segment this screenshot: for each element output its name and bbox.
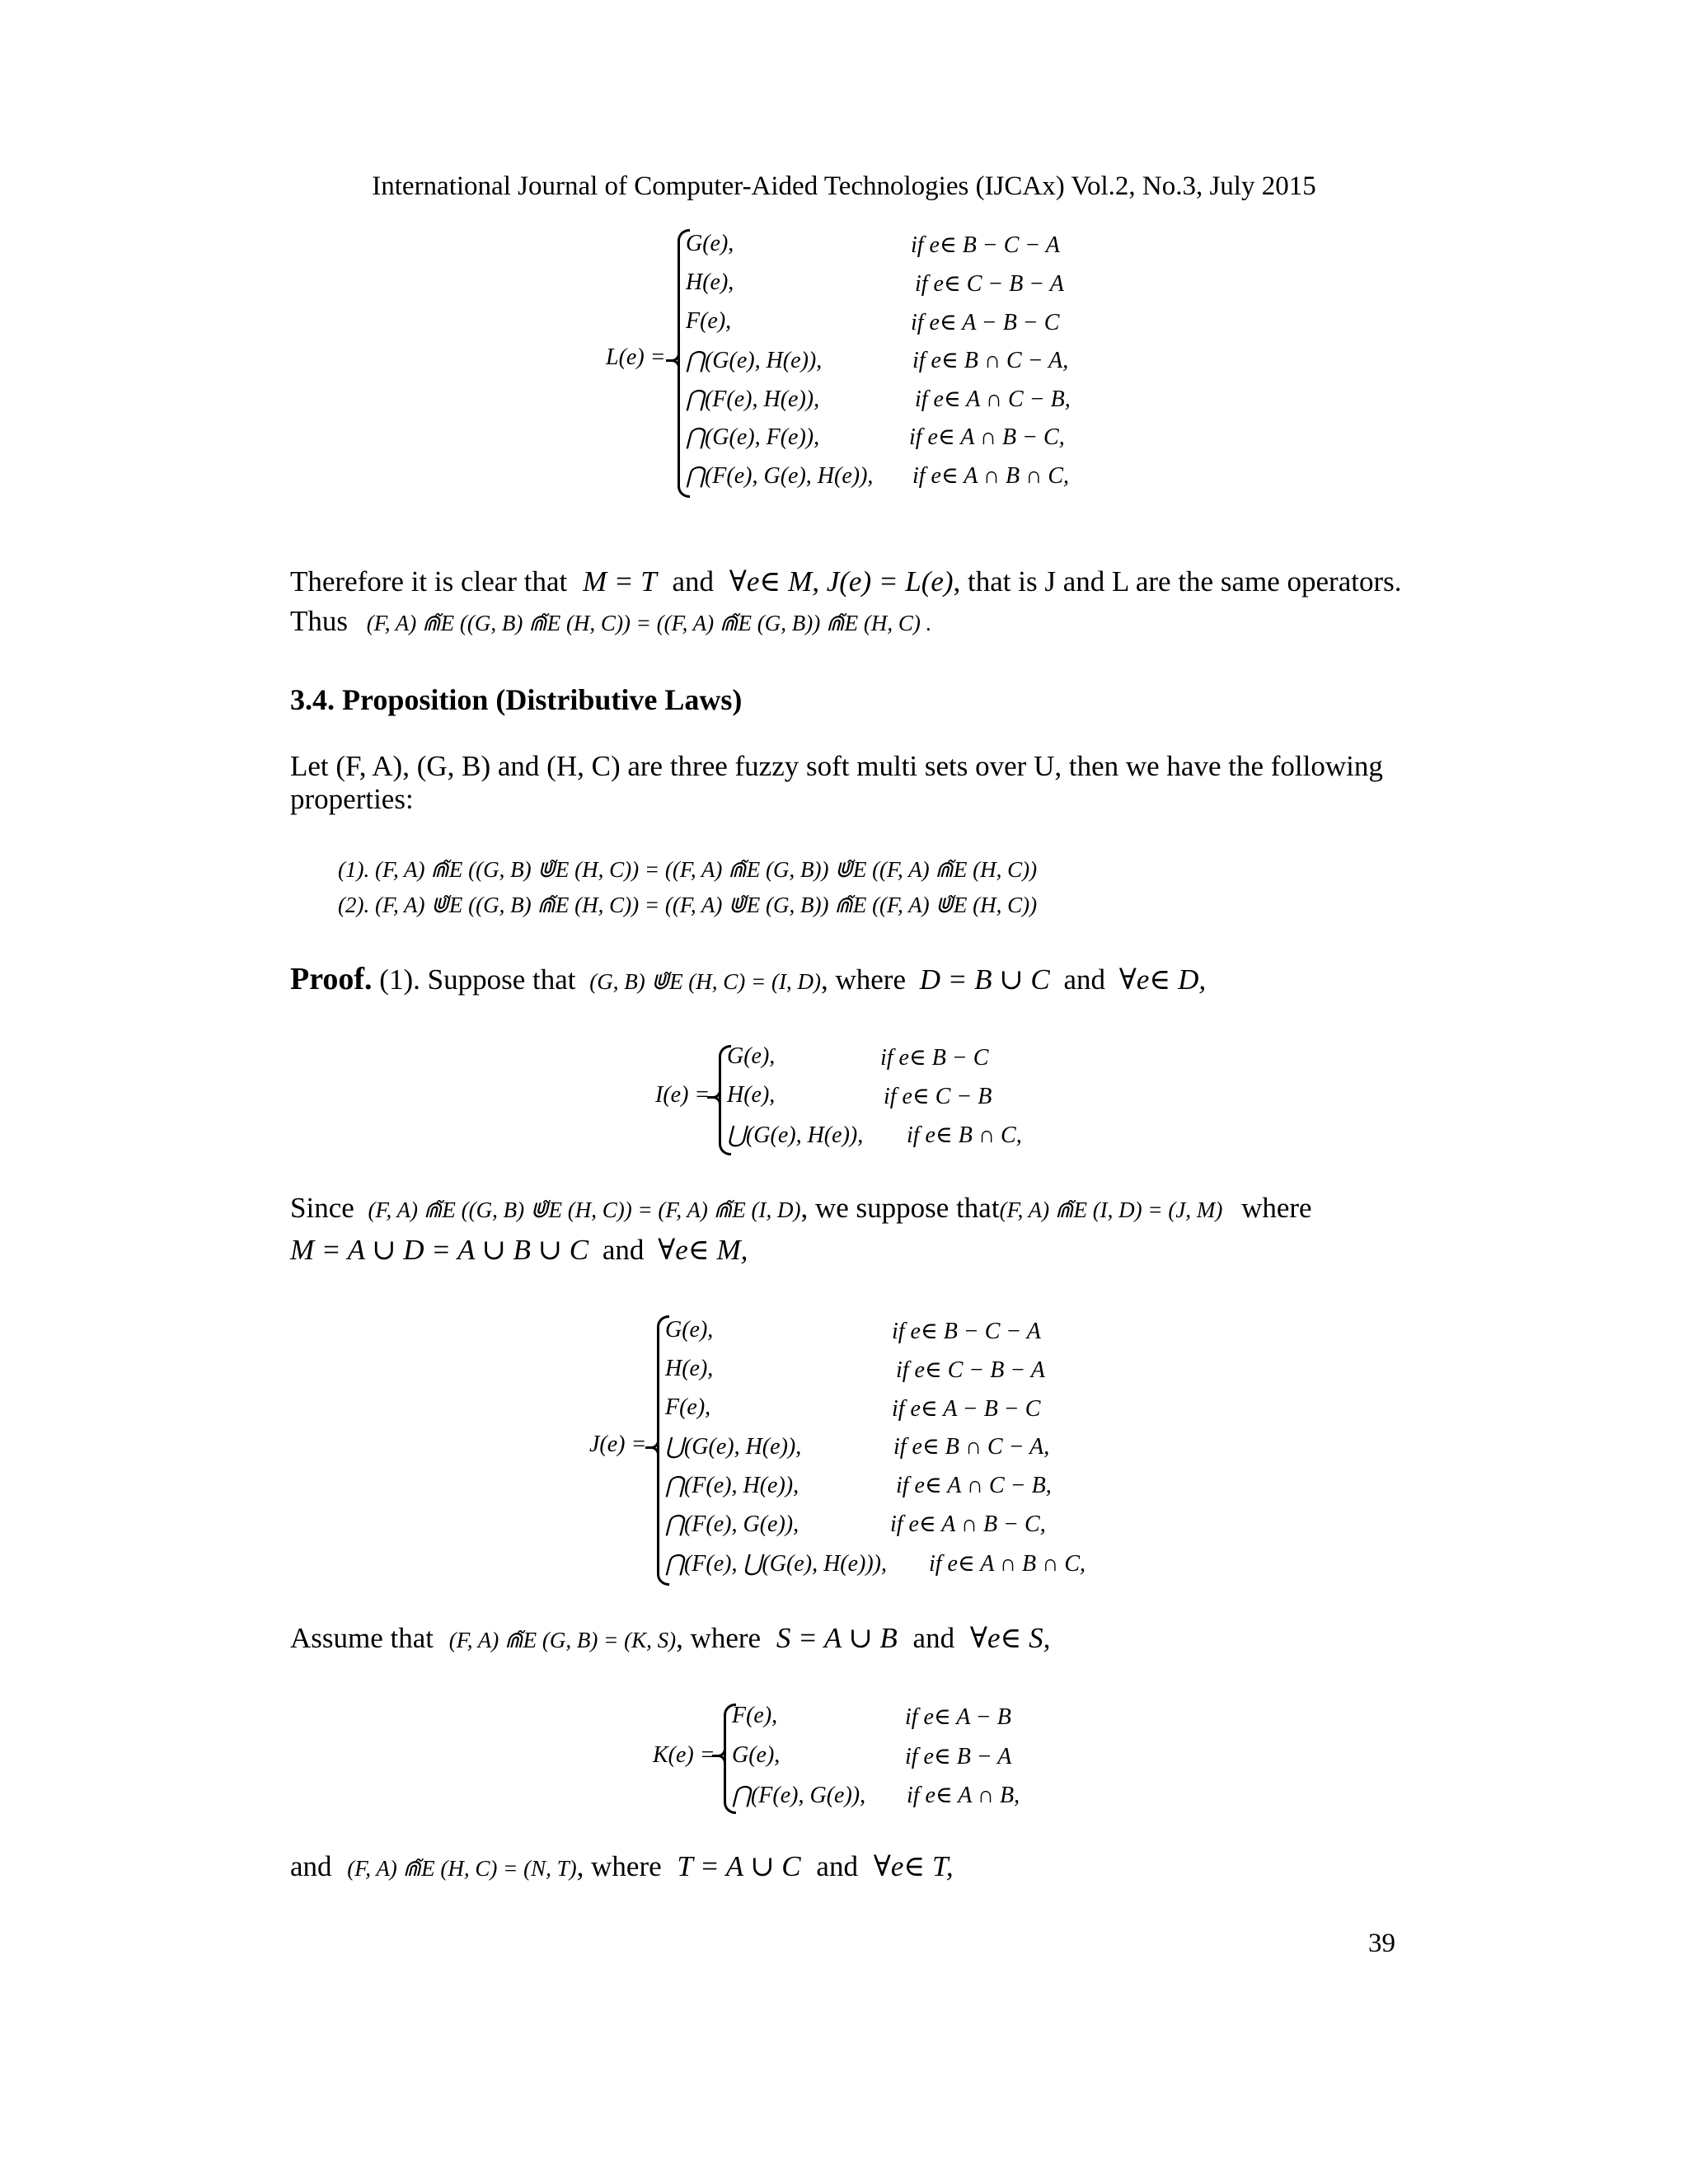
- K-row-value: F(e),: [732, 1703, 778, 1728]
- since-line: [290, 1192, 1312, 1225]
- property-2: (2). (F, A) ⋓̃E ((G, B) ⋒̃E (H, C)) = ((F, A) ⋓̃E (G, B)) ⋒̃E ((F, A) ⋓̃E (H, C)): [338, 893, 1038, 917]
- L-lhs: L(e) =: [606, 344, 666, 370]
- I-lhs: I(e) =: [655, 1082, 710, 1108]
- J-row-value: ⋃(G(e), H(e)),: [665, 1434, 802, 1460]
- proof-formula: (G, B) ⋓̃E (H, C) = (I, D): [589, 969, 821, 994]
- L-row-value: ⋂(G(e), F(e)),: [686, 424, 820, 450]
- since-formula: (F, A) ⋒̃E ((G, B) ⋓̃E (H, C)) = (F, A) ⋒̃E (I, D): [368, 1197, 801, 1222]
- J-row-value: G(e),: [665, 1317, 714, 1343]
- L-row-value: ⋂(F(e), H(e)),: [686, 387, 820, 412]
- J-row-cond: if e∈ A ∩ C − B,: [896, 1473, 1052, 1498]
- thus-line: [290, 605, 931, 638]
- J-row-value: H(e),: [665, 1356, 714, 1381]
- J-row-value: ⋂(F(e), H(e)),: [665, 1473, 799, 1498]
- since-text: Since: [290, 1192, 354, 1224]
- conclusion-math-2: ∀e∈ M, J(e) = L(e): [729, 565, 954, 598]
- I-row-value: H(e),: [727, 1082, 776, 1108]
- J-lhs: J(e) =: [589, 1432, 647, 1457]
- K-lhs: K(e) =: [653, 1742, 715, 1768]
- assume-where: , where: [676, 1622, 762, 1654]
- and-line: [290, 1850, 954, 1883]
- and-formula: (F, A) ⋒̃E (H, C) = (N, T): [347, 1856, 577, 1881]
- L-row-cond: if e∈ A ∩ C − B,: [915, 387, 1071, 412]
- J-row-cond: if e∈ C − B − A: [896, 1357, 1045, 1383]
- proof-where: , where: [821, 963, 907, 996]
- conclusion-math: M = T: [582, 565, 657, 598]
- assume-formula: (F, A) ⋒̃E (G, B) = (K, S): [448, 1628, 677, 1652]
- K-row-cond: if e∈ A ∩ B,: [907, 1783, 1020, 1808]
- and-where: , where: [576, 1850, 662, 1882]
- K-row-cond: if e∈ A − B: [905, 1704, 1011, 1730]
- L-row-value: ⋂(G(e), H(e)),: [686, 348, 823, 373]
- assume-and: and: [912, 1622, 955, 1654]
- L-row-value: G(e),: [686, 231, 734, 256]
- I-row-value: ⋃(G(e), H(e)),: [727, 1122, 864, 1148]
- since-and: and: [602, 1234, 645, 1266]
- I-row-cond: if e∈ B ∩ C,: [907, 1122, 1022, 1148]
- K-row-cond: if e∈ B − A: [905, 1744, 1012, 1769]
- I-row-cond: if e∈ B − C: [880, 1045, 989, 1071]
- since-set: M = A ∪ D = A ∪ B ∪ C: [290, 1234, 589, 1266]
- J-row-value: ⋂(F(e), G(e)),: [665, 1511, 799, 1537]
- L-row-value: ⋂(F(e), G(e), H(e)),: [686, 463, 874, 489]
- journal-header: International Journal of Computer-Aided Technologies (IJCAx) Vol.2, No.3, July 2015: [372, 171, 1316, 201]
- J-row-value: ⋂(F(e), ⋃(G(e), H(e))),: [665, 1551, 888, 1577]
- property-1: (1). (F, A) ⋒̃E ((G, B) ⋓̃E (H, C)) = ((F, A) ⋒̃E (G, B)) ⋓̃E ((F, A) ⋒̃E (H, C)): [338, 857, 1038, 882]
- assume-line: [290, 1622, 1050, 1655]
- since-line-2: [290, 1234, 748, 1267]
- L-row-cond: if e∈ A − B − C: [911, 310, 1060, 335]
- since-formula-2: (F, A) ⋒̃E (I, D) = (J, M): [999, 1197, 1223, 1222]
- since-forall: ∀e∈ M,: [658, 1234, 748, 1266]
- thus-formula: (F, A) ⋒̃E ((G, B) ⋒̃E (H, C)) = ((F, A) ⋒̃E (G, B)) ⋒̃E (H, C) .: [366, 611, 932, 635]
- I-row-value: G(e),: [727, 1043, 776, 1069]
- proposition-statement: [290, 750, 1383, 816]
- conclusion-line: [290, 565, 1401, 598]
- L-row-cond: if e∈ B − C − A: [911, 232, 1060, 258]
- J-row-cond: if e∈ A ∩ B − C,: [890, 1511, 1046, 1537]
- L-row-cond: if e∈ B ∩ C − A,: [912, 348, 1069, 373]
- proof-line: [290, 961, 1206, 997]
- since-suppose: , we suppose that: [800, 1192, 1000, 1224]
- proof-text: (1). Suppose that: [379, 963, 576, 996]
- statement-line-1: Let (F, A), (G, B) and (H, C) are three fuzzy soft multi sets over U, then we have the following: [290, 750, 1383, 782]
- and-and: and: [816, 1850, 858, 1882]
- and-forall: ∀e∈ T,: [873, 1850, 954, 1882]
- conclusion-and: and: [672, 565, 715, 598]
- page-number: 39: [1368, 1929, 1395, 1958]
- J-row-cond: if e∈ B ∩ C − A,: [893, 1434, 1050, 1460]
- proof-set: D = B ∪ C: [919, 963, 1050, 996]
- assume-forall: ∀e∈ S,: [969, 1622, 1051, 1654]
- proof-and: and: [1063, 963, 1106, 996]
- J-row-cond: if e∈ A ∩ B ∩ C,: [929, 1551, 1086, 1577]
- J-row-cond: if e∈ A − B − C: [892, 1396, 1041, 1422]
- proof-forall: ∀e∈ D,: [1118, 963, 1207, 996]
- statement-line-2: properties:: [290, 783, 414, 815]
- I-row-cond: if e∈ C − B: [884, 1084, 992, 1109]
- conclusion-tail: , that is J and L are the same operators.: [953, 565, 1402, 598]
- L-row-value: H(e),: [686, 269, 734, 295]
- and-text: and: [290, 1850, 332, 1882]
- L-row-cond: if e∈ C − B − A: [915, 271, 1064, 297]
- L-row-value: F(e),: [686, 308, 732, 334]
- L-row-cond: if e∈ A ∩ B ∩ C,: [912, 463, 1070, 489]
- J-row-cond: if e∈ B − C − A: [892, 1319, 1041, 1344]
- proof-label: Proof.: [290, 962, 373, 996]
- since-where: where: [1241, 1192, 1312, 1224]
- section-heading: 3.4. Proposition (Distributive Laws): [290, 683, 743, 716]
- thus-text: Thus: [290, 605, 348, 637]
- conclusion-text: Therefore it is clear that: [290, 565, 568, 598]
- J-row-value: F(e),: [665, 1394, 711, 1420]
- and-set: T = A ∪ C: [677, 1850, 801, 1882]
- K-row-value: ⋂(F(e), G(e)),: [732, 1783, 866, 1808]
- assume-text: Assume that: [290, 1622, 434, 1654]
- K-row-value: G(e),: [732, 1742, 781, 1768]
- L-row-cond: if e∈ A ∩ B − C,: [909, 424, 1065, 450]
- assume-set: S = A ∪ B: [776, 1622, 898, 1654]
